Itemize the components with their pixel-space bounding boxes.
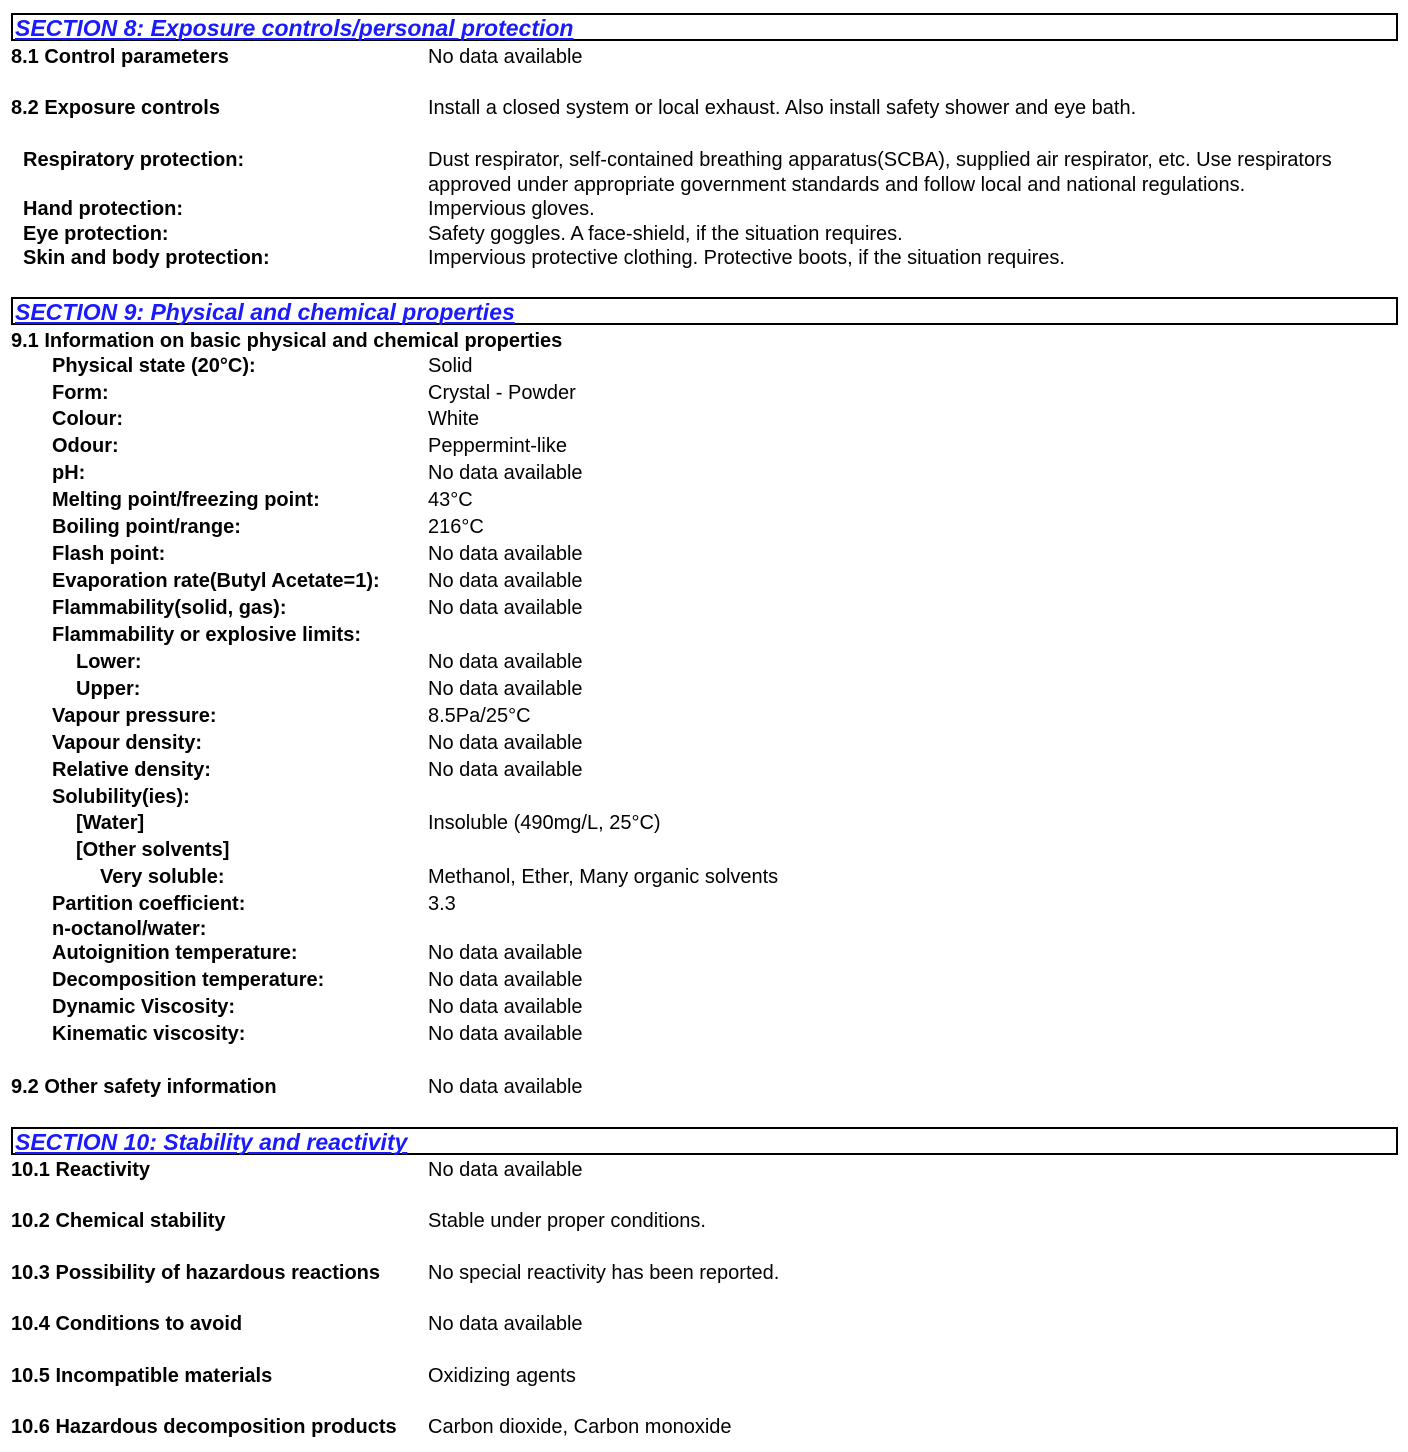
flash-point-row: [0, 541, 1408, 567]
solubility-label: Solubility(ies):: [52, 786, 190, 808]
decomposition-temperature-value: No data available: [428, 969, 583, 991]
incompatible-materials-label: 10.5 Incompatible materials: [11, 1365, 273, 1387]
flash-point-label: Flash point:: [52, 543, 166, 565]
partition-coefficient-label: Partition coefficient:: [52, 893, 246, 915]
vapour-density-row: [0, 730, 1408, 756]
melting-point-label: Melting point/freezing point:: [52, 489, 320, 511]
respiratory-protection-value-line1: Dust respirator, self-contained breathing apparatus(SCBA), supplied air respirator, etc. Use respirators: [428, 149, 1332, 171]
form-row: [0, 380, 1408, 406]
boiling-point-label: Boiling point/range:: [52, 516, 241, 538]
very-soluble-value: Methanol, Ether, Many organic solvents: [428, 866, 779, 888]
control-parameters-label: 8.1 Control parameters: [11, 46, 229, 68]
upper-limit-value: No data available: [428, 678, 583, 700]
odour-value: Peppermint-like: [428, 435, 567, 457]
upper-limit-label: Upper:: [76, 678, 141, 700]
form-value: Crystal - Powder: [428, 381, 576, 404]
eye-protection-value: Safety goggles. A face-shield, if the situation requires.: [428, 222, 903, 245]
relative-density-label: Relative density:: [52, 759, 211, 781]
respiratory-protection-label: Respiratory protection:: [23, 149, 245, 171]
water-solubility-label: [Water]: [76, 812, 145, 834]
section-10-header: [11, 1127, 1398, 1155]
hand-protection-label: Hand protection:: [23, 198, 183, 220]
decomposition-temperature-row: [0, 967, 1408, 993]
other-safety-row: [0, 1074, 1408, 1100]
section-9-header: [11, 297, 1398, 325]
partition-coefficient-value: 3.3: [428, 893, 456, 915]
dynamic-viscosity-row: [0, 994, 1408, 1020]
physical-state-label: Physical state (20°C):: [52, 354, 256, 377]
autoignition-label: Autoignition temperature:: [52, 942, 298, 964]
water-solubility-row: [0, 810, 1408, 836]
physical-state-row: [0, 353, 1408, 379]
flammability-row: [0, 595, 1408, 621]
hazardous-reactions-row: [0, 1260, 1408, 1286]
explosive-limits-row: [0, 622, 1408, 648]
ph-label: pH:: [52, 462, 86, 484]
skin-protection-row: [0, 245, 1408, 271]
very-soluble-label: Very soluble:: [100, 866, 225, 888]
upper-limit-row: [0, 676, 1408, 702]
flash-point-value: No data available: [428, 543, 583, 565]
chemical-stability-row: [0, 1208, 1408, 1234]
eye-protection-label: Eye protection:: [23, 222, 169, 245]
conditions-to-avoid-value: No data available: [428, 1313, 583, 1335]
kinematic-viscosity-value: No data available: [428, 1023, 583, 1045]
form-label: Form:: [52, 381, 109, 404]
basic-properties-heading-row: [0, 328, 1408, 354]
odour-row: [0, 433, 1408, 459]
conditions-to-avoid-label: 10.4 Conditions to avoid: [11, 1313, 243, 1335]
physical-state-value: Solid: [428, 354, 473, 377]
other-solvents-label: [Other solvents]: [76, 839, 230, 861]
dynamic-viscosity-label: Dynamic Viscosity:: [52, 996, 236, 1018]
respiratory-protection-value-line2: approved under appropriate government standards and follow local and national regulations.: [428, 173, 1246, 196]
kinematic-viscosity-row: [0, 1021, 1408, 1047]
melting-point-row: [0, 487, 1408, 513]
evaporation-rate-label: Evaporation rate(Butyl Acetate=1):: [52, 570, 380, 592]
chemical-stability-label: 10.2 Chemical stability: [11, 1210, 226, 1232]
lower-limit-value: No data available: [428, 651, 583, 673]
flammability-label: Flammability(solid, gas):: [52, 597, 287, 619]
reactivity-label: 10.1 Reactivity: [11, 1159, 150, 1181]
vapour-pressure-row: [0, 703, 1408, 729]
vapour-pressure-label: Vapour pressure:: [52, 705, 217, 727]
melting-point-value: 43°C: [428, 489, 473, 511]
eye-protection-row: [0, 221, 1408, 247]
colour-value: White: [428, 408, 480, 430]
ph-row: [0, 460, 1408, 486]
kinematic-viscosity-label: Kinematic viscosity:: [52, 1023, 246, 1045]
exposure-controls-value: Install a closed system or local exhaust. Also install safety shower and eye bath.: [428, 97, 1137, 119]
vapour-density-label: Vapour density:: [52, 732, 203, 754]
odour-label: Odour:: [52, 435, 119, 457]
explosive-limits-label: Flammability or explosive limits:: [52, 624, 361, 646]
autoignition-value: No data available: [428, 942, 583, 964]
hazardous-decomposition-label: 10.6 Hazardous decomposition products: [11, 1416, 397, 1438]
autoignition-row: [0, 940, 1408, 966]
section-9-title: SECTION 9: Physical and chemical properties: [15, 299, 515, 325]
decomposition-temperature-label: Decomposition temperature:: [52, 969, 325, 991]
section-10-title: SECTION 10: Stability and reactivity: [15, 1129, 408, 1155]
reactivity-row: [0, 1157, 1408, 1183]
hazardous-reactions-label: 10.3 Possibility of hazardous reactions: [11, 1262, 381, 1284]
dynamic-viscosity-value: No data available: [428, 996, 583, 1018]
relative-density-value: No data available: [428, 759, 583, 781]
ph-value: No data available: [428, 462, 583, 484]
other-solvents-row: [0, 837, 1408, 863]
skin-protection-value: Impervious protective clothing. Protective boots, if the situation requires.: [428, 247, 1065, 269]
respiratory-protection-row: [0, 147, 1408, 197]
incompatible-materials-row: [0, 1363, 1408, 1389]
colour-row: [0, 406, 1408, 432]
control-parameters-value: No data available: [428, 46, 583, 68]
evaporation-rate-row: [0, 568, 1408, 594]
other-safety-label: 9.2 Other safety information: [11, 1076, 277, 1098]
water-solubility-value: Insoluble (490mg/L, 25°C): [428, 812, 661, 834]
section-8-title: SECTION 8: Exposure controls/personal protection: [15, 15, 574, 41]
hazardous-reactions-value: No special reactivity has been reported.: [428, 1262, 780, 1284]
hazardous-decomposition-value: Carbon dioxide, Carbon monoxide: [428, 1416, 732, 1438]
evaporation-rate-value: No data available: [428, 570, 583, 592]
vapour-pressure-value: 8.5Pa/25°C: [428, 705, 531, 727]
conditions-to-avoid-row: [0, 1311, 1408, 1337]
incompatible-materials-value: Oxidizing agents: [428, 1365, 576, 1387]
lower-limit-row: [0, 649, 1408, 675]
flammability-value: No data available: [428, 597, 583, 619]
relative-density-row: [0, 757, 1408, 783]
section-8-header: [11, 13, 1398, 41]
basic-properties-heading: 9.1 Information on basic physical and chemical properties: [11, 330, 563, 352]
solubility-row: [0, 784, 1408, 810]
lower-limit-label: Lower:: [76, 651, 142, 673]
hand-protection-row: [0, 196, 1408, 222]
hand-protection-value: Impervious gloves.: [428, 198, 595, 220]
reactivity-value: No data available: [428, 1159, 583, 1181]
exposure-controls-label: 8.2 Exposure controls: [11, 97, 220, 119]
hazardous-decomposition-row: [0, 1414, 1408, 1440]
control-parameters-row: [0, 44, 1408, 70]
boiling-point-row: [0, 514, 1408, 540]
very-soluble-row: [0, 864, 1408, 890]
other-safety-value: No data available: [428, 1076, 583, 1098]
exposure-controls-row: [0, 95, 1408, 121]
boiling-point-value: 216°C: [428, 516, 484, 538]
vapour-density-value: No data available: [428, 732, 583, 754]
colour-label: Colour:: [52, 408, 124, 430]
skin-protection-label: Skin and body protection:: [23, 247, 270, 269]
partition-coefficient-label-line2: n-octanol/water:: [52, 918, 207, 940]
chemical-stability-value: Stable under proper conditions.: [428, 1210, 706, 1232]
partition-coefficient-row: [0, 891, 1408, 941]
